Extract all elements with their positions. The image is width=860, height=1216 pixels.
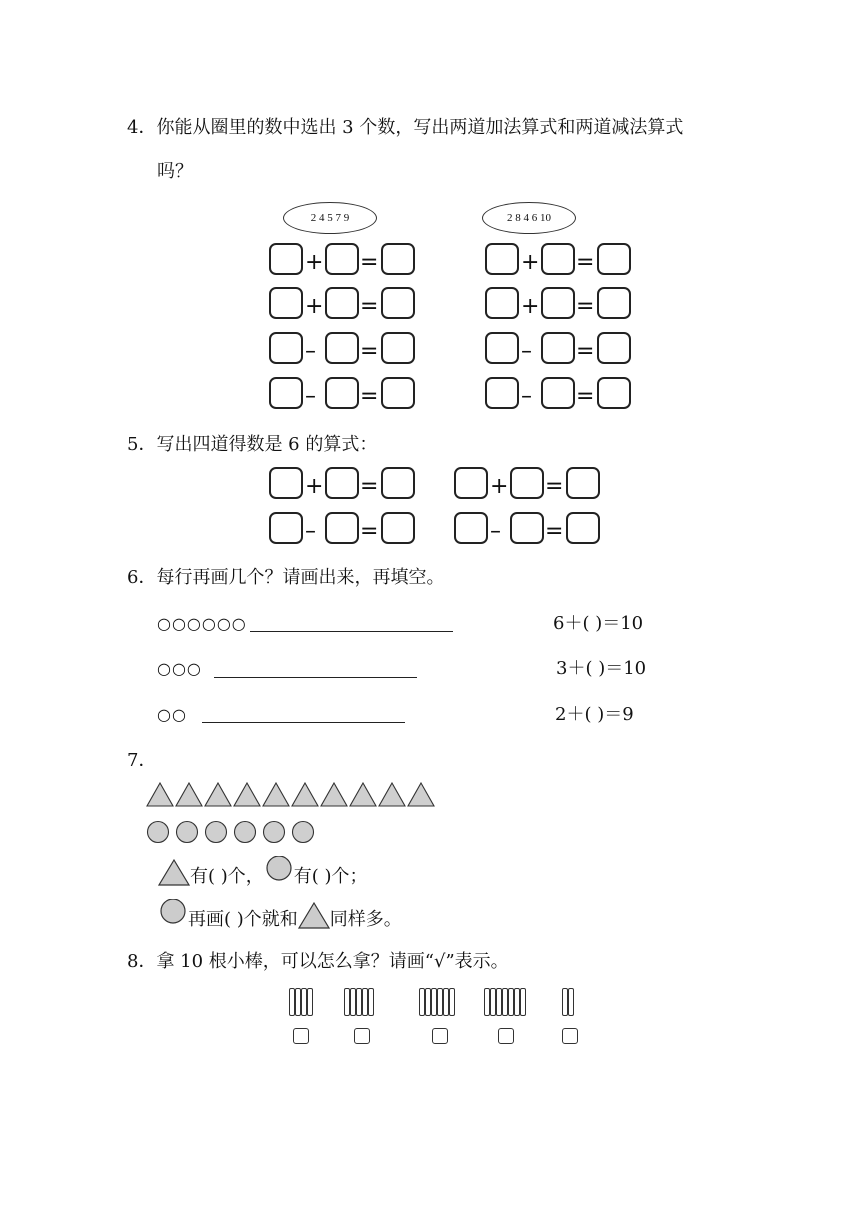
triangle-shape (379, 783, 405, 806)
question-4 (127, 116, 683, 140)
triangle-shape (147, 783, 173, 806)
answer-box[interactable] (325, 332, 359, 364)
answer-box[interactable] (597, 287, 631, 319)
answer-box[interactable] (541, 332, 575, 364)
check-box[interactable] (293, 1028, 309, 1044)
answer-box[interactable] (566, 467, 600, 499)
question-text: 拿 10 根小棒，可以怎么拿？请画“√”表示。 (156, 951, 509, 972)
equals-sign: = (360, 250, 379, 275)
question-text: 写出四道得数是 6 的算式： (156, 434, 378, 455)
q7-text-end: 同样多。 (329, 909, 402, 930)
question-number: 4． (127, 117, 157, 138)
circle-shape (148, 822, 169, 843)
q7-line-1 (158, 856, 368, 886)
answer-box[interactable] (381, 467, 415, 499)
answer-box[interactable] (269, 243, 303, 275)
triangle-icon (298, 901, 330, 929)
operator-sign: + (305, 294, 324, 319)
answer-box[interactable] (381, 377, 415, 409)
drawing-line-2[interactable] (214, 677, 417, 678)
operator-sign: + (521, 294, 540, 319)
stick (368, 988, 374, 1016)
answer-box[interactable] (597, 332, 631, 364)
question-4-text-line2: 吗？ (157, 161, 193, 182)
answer-box[interactable] (269, 377, 303, 409)
triangle-count-blank[interactable]: 有( )个， (190, 866, 264, 887)
triangle-shape (408, 783, 434, 806)
triangle-shape (205, 783, 231, 806)
circle-icon (158, 899, 188, 927)
equation-row-2: 3＋( )＝10 (556, 658, 647, 679)
circles-row-3: ○○ (157, 705, 187, 724)
stick (568, 988, 574, 1016)
answer-box[interactable] (325, 287, 359, 319)
operator-sign: – (305, 384, 316, 409)
answer-box[interactable] (597, 377, 631, 409)
circle-shape (293, 822, 314, 843)
answer-box[interactable] (381, 243, 415, 275)
equals-sign: = (576, 294, 595, 319)
circle-row (145, 820, 325, 844)
question-number: 8． (127, 951, 157, 972)
triangle-shape (321, 783, 347, 806)
answer-box[interactable] (541, 243, 575, 275)
answer-box[interactable] (325, 377, 359, 409)
circle-shape (206, 822, 227, 843)
stick (520, 988, 526, 1016)
answer-box[interactable] (485, 287, 519, 319)
question-text: 每行再画几个？请画出来，再填空。 (156, 567, 445, 588)
check-box[interactable] (354, 1028, 370, 1044)
circles-row-1: ○○○○○○ (157, 614, 247, 633)
operator-sign: – (521, 384, 532, 409)
triangle-row (145, 782, 445, 808)
drawing-line-3[interactable] (202, 722, 405, 723)
operator-sign: + (490, 474, 509, 499)
number-oval-right: 2 8 4 6 10 (482, 202, 576, 234)
answer-box[interactable] (269, 332, 303, 364)
answer-box[interactable] (381, 512, 415, 544)
answer-box[interactable] (325, 467, 359, 499)
draw-more-blank[interactable]: 再画( )个就和 (188, 909, 298, 930)
check-box[interactable] (498, 1028, 514, 1044)
answer-box[interactable] (269, 287, 303, 319)
q7-line-2 (158, 899, 402, 929)
question-6 (127, 566, 444, 590)
answer-box[interactable] (454, 467, 488, 499)
equals-sign: = (360, 384, 379, 409)
operator-sign: – (305, 519, 316, 544)
answer-box[interactable] (541, 377, 575, 409)
number-oval-left: 2 4 5 7 9 (283, 202, 377, 234)
equals-sign: = (360, 519, 379, 544)
triangle-icon (158, 858, 190, 886)
answer-box[interactable] (325, 512, 359, 544)
answer-box[interactable] (454, 512, 488, 544)
question-text: 你能从圈里的数中选出 3 个数，写出两道加法算式和两道减法算式 (156, 117, 684, 138)
answer-box[interactable] (381, 332, 415, 364)
answer-box[interactable] (485, 377, 519, 409)
circle-shape (177, 822, 198, 843)
equation-row-3: 2＋( )＝9 (555, 704, 634, 725)
stick (307, 988, 313, 1016)
question-5 (127, 433, 377, 457)
question-number: 6． (127, 567, 157, 588)
circle-shape (264, 822, 285, 843)
triangle-shape (263, 783, 289, 806)
operator-sign: + (305, 250, 324, 275)
check-box[interactable] (432, 1028, 448, 1044)
answer-box[interactable] (510, 512, 544, 544)
operator-sign: + (521, 250, 540, 275)
answer-box[interactable] (510, 467, 544, 499)
operator-sign: – (490, 519, 501, 544)
answer-box[interactable] (485, 332, 519, 364)
operator-sign: + (305, 474, 324, 499)
check-box[interactable] (562, 1028, 578, 1044)
equals-sign: = (576, 339, 595, 364)
stick (449, 988, 455, 1016)
circle-icon (264, 856, 294, 884)
equals-sign: = (545, 519, 564, 544)
answer-box[interactable] (597, 243, 631, 275)
equals-sign: = (576, 250, 595, 275)
equals-sign: = (545, 474, 564, 499)
answer-box[interactable] (566, 512, 600, 544)
answer-box[interactable] (269, 467, 303, 499)
circle-shape (235, 822, 256, 843)
triangle-shape (350, 783, 376, 806)
question-7-number: 7． (127, 750, 157, 771)
triangle-shape (176, 783, 202, 806)
equals-sign: = (360, 474, 379, 499)
circles-row-2: ○○○ (157, 659, 202, 678)
operator-sign: – (305, 339, 316, 364)
equals-sign: = (360, 339, 379, 364)
answer-box[interactable] (325, 243, 359, 275)
answer-box[interactable] (381, 287, 415, 319)
answer-box[interactable] (269, 512, 303, 544)
question-8 (127, 950, 509, 974)
equals-sign: = (576, 384, 595, 409)
answer-box[interactable] (541, 287, 575, 319)
operator-sign: – (521, 339, 532, 364)
equals-sign: = (360, 294, 379, 319)
triangle-shape (292, 783, 318, 806)
answer-box[interactable] (485, 243, 519, 275)
equation-row-1: 6＋( )＝10 (553, 613, 644, 634)
drawing-line-1[interactable] (250, 631, 453, 632)
question-number: 5． (127, 434, 157, 455)
triangle-shape (234, 783, 260, 806)
circle-count-blank[interactable]: 有( )个； (293, 866, 368, 887)
